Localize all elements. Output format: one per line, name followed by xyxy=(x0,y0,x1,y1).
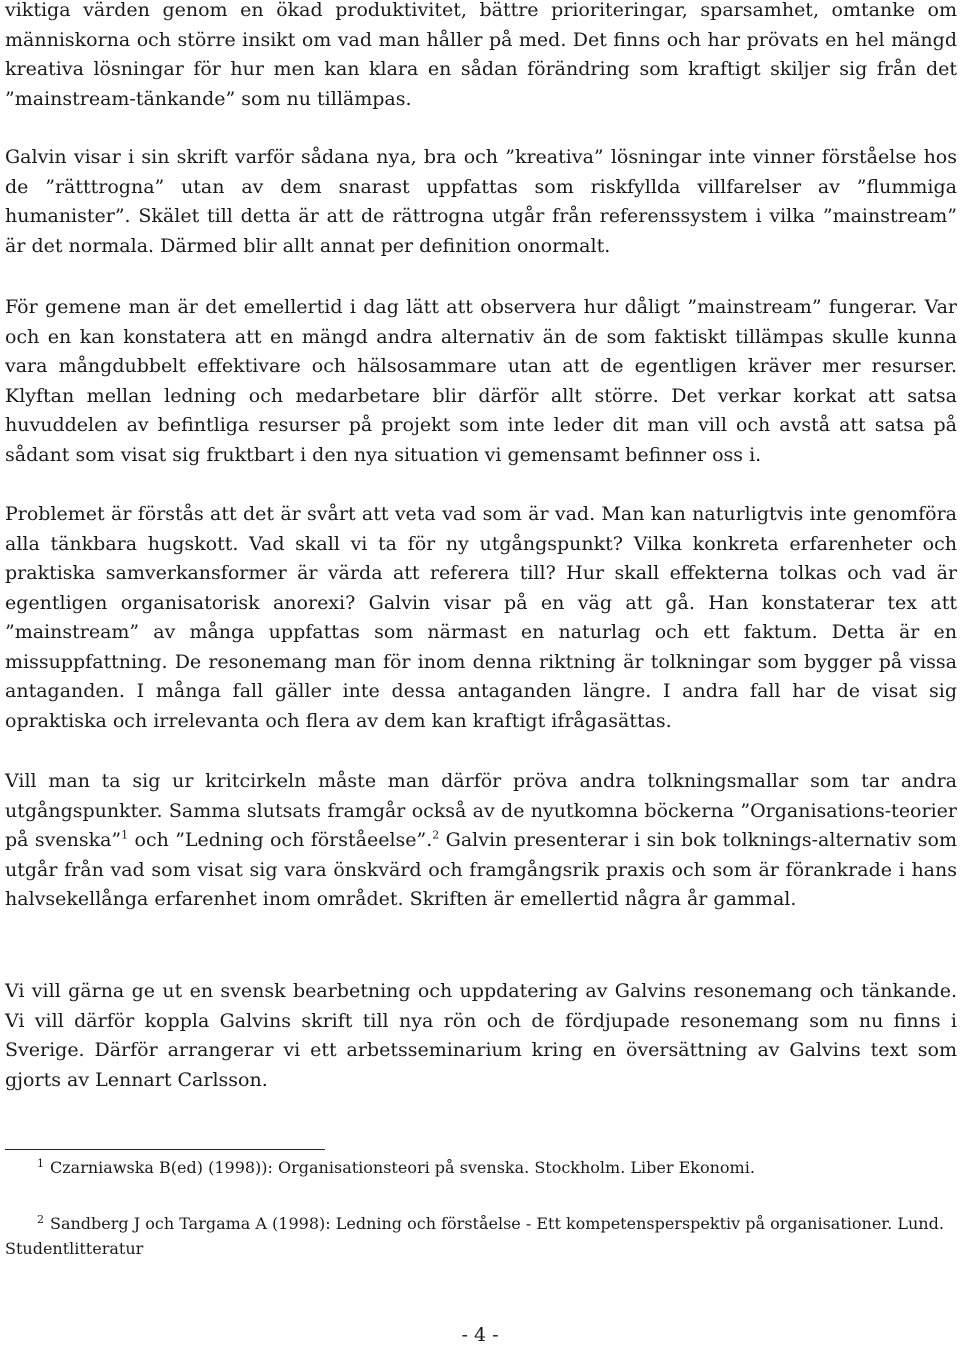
paragraph-5-part-c: Galvin presenterar i sin bok tolknings-alternativ som utgår från vad som visat sig vara önskvärd och framgångsrik praxis och som är förankrade i hans halvsekellånga erfarenhet inom området. Skriften är emellertid några år gammal. xyxy=(5,829,957,910)
paragraph-1: viktiga värden genom en ökad produktivitet, bättre prioriteringar, sparsamhet, omtanke om människorna och större insikt om vad man håller på med. Det finns och har prövats en hel mängd kreativa lösningar för hur men kan klara en sådan förändring som kraftigt skiljer sig från det ”mainstream-tänkande” som nu tillämpas. xyxy=(5,0,957,110)
footnote-ref-2[interactable]: 2 xyxy=(432,828,440,842)
footnote-ref-1[interactable]: 1 xyxy=(121,828,129,842)
paragraph-4: Problemet är förstås att det är svårt att veta vad som är vad. Man kan naturligtvis inte genomföra alla tänkbara hugskott. Vad skall vi ta för ny utgångspunkt? Vilka konkreta erfarenheter och praktiska samverkansformer är värda att referera till? Hur skall effekterna tolkas och vad är egentligen organisatorisk anorexi? Galvin visar på en väg att gå. Han konstaterar tex att ”mainstream” av många uppfattas som närmast en naturlag och ett faktum. Detta är en missuppfattning. De resonemang man för inom denna riktning är tolkningar som bygger på vissa antaganden. I många fall gäller inte dessa antaganden längre. I andra fall har de visat sig opraktiska och irrelevanta och flera av dem kan kraftigt ifrågasättas. xyxy=(5,503,957,732)
footnote-1: 1 Czarniawska B(ed) (1998)): Organisationsteori på svenska. Stockholm. Liber Ekonomi. xyxy=(37,1156,755,1177)
paragraph-5-part-b: och ”Ledning och förståeelse”. xyxy=(128,829,433,851)
paragraph-3: För gemene man är det emellertid i dag lätt att observera hur dåligt ”mainstream” fungerar. Var och en kan konstatera att en mängd andra alternativ än de som faktiskt tillämpas skulle kunna vara mångdubbelt effektivare och hälsosammare utan att de egentligen kräver mer resurser. Klyftan mellan ledning och medarbetare blir därför allt större. Det verkar korkat att satsa huvuddelen av befintliga resurser på projekt som inte leder dit man vill och avstå att satsa på sådant som visat sig fruktbart i den nya situation vi gemensamt befinner oss i. xyxy=(5,296,957,466)
footnote-2: 2 Sandberg J och Targama A (1998): Ledning och förståelse - Ett kompetensperspektiv på organisationer. Lund. Studentlitteratur xyxy=(5,1212,944,1258)
footnote-1-text: Czarniawska B(ed) (1998)): Organisationsteori på svenska. Stockholm. Liber Ekonomi. xyxy=(50,1158,755,1177)
paragraph-5-part-a: Vill man ta sig ur kritcirkeln måste man därför pröva andra tolkningsmallar som tar andra utgångspunkter. Samma slutsats framgår också av de nyutkomna böckerna ”Organisations-teorier på svenska” xyxy=(5,770,957,851)
footnote-2-text: Sandberg J och Targama A (1998): Ledning och förståelse - Ett kompetensperspektiv på organisationer. Lund. Studentlitteratur xyxy=(5,1214,944,1258)
paragraph-2: Galvin visar i sin skrift varför sådana nya, bra och ”kreativa” lösningar inte vinner förståelse hos de ”rätttrogna” utan av dem snarast uppfattas som riskfyllda villfarelser av ”flummiga humanister”. Skälet till detta är att de rättrogna utgår från referenssystem i vilka ”mainstream” är det normala. Därmed blir allt annat per definition onormalt. xyxy=(5,146,957,257)
footnote-divider xyxy=(5,1149,325,1150)
page-number-text: - 4 - xyxy=(461,1324,499,1346)
page-number xyxy=(0,1324,960,1346)
paragraph-5 xyxy=(5,767,957,915)
paragraph-6: Vi vill gärna ge ut en svensk bearbetning och uppdatering av Galvins resonemang och tänkande. Vi vill därför koppla Galvins skrift till nya rön och de fördjupade resonemang som nu finns i Sverige. Därför arrangerar vi ett arbetsseminarium kring en översättning av Galvins text som gjorts av Lennart Carlsson. xyxy=(5,980,957,1091)
